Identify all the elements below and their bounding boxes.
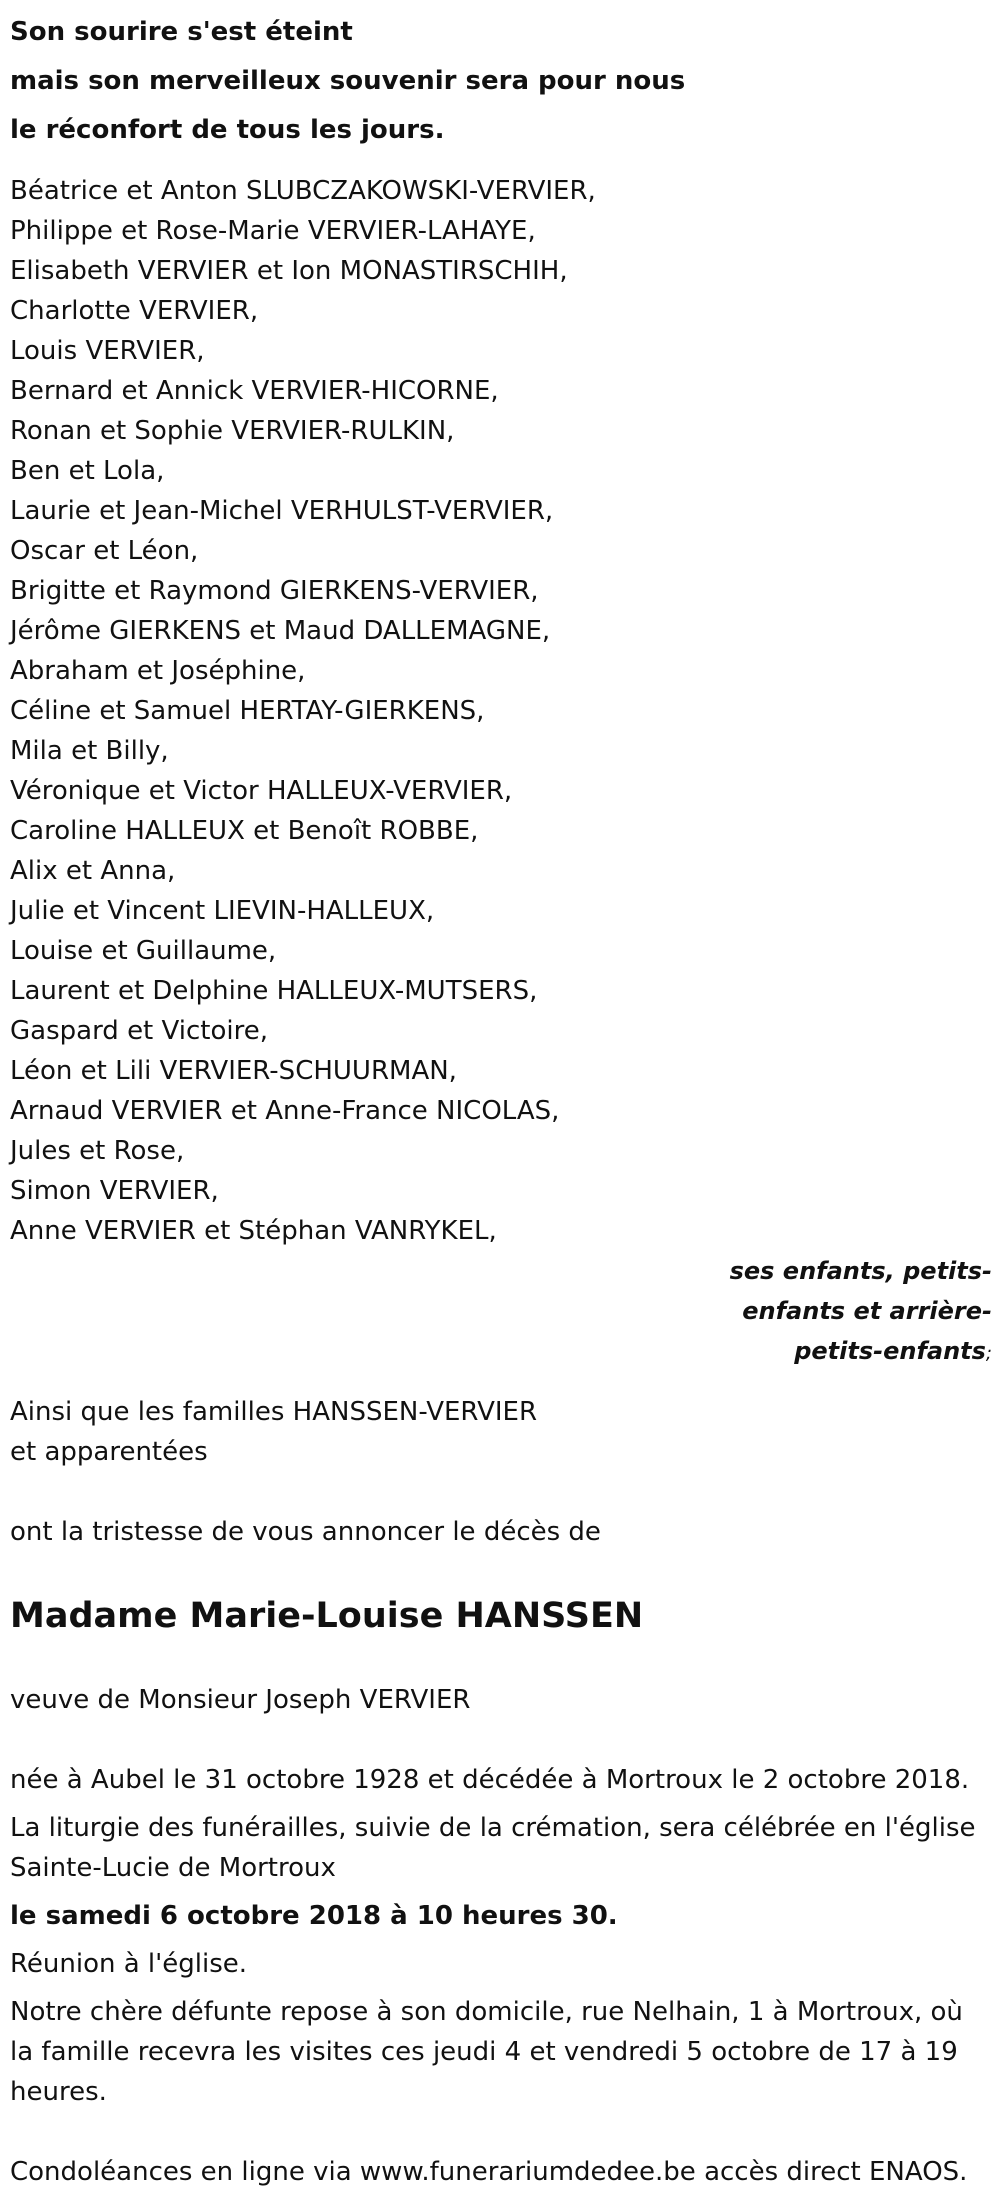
family-member-line: Léon et Lili VERVIER-SCHUURMAN, bbox=[10, 1056, 457, 1086]
family-member-line: Gaspard et Victoire, bbox=[10, 1016, 268, 1046]
family-relation bbox=[10, 1251, 992, 1374]
family-member-line: Julie et Vincent LIEVIN-HALLEUX, bbox=[10, 896, 435, 926]
widow-of: veuve de Monsieur Joseph VERVIER bbox=[10, 1685, 471, 1715]
rest-text: Notre chère défunte repose à son domicile, rue Nelhain, 1 à Mortroux, où la famille recevra les visites ces jeudi 4 et vendredi 5 octobre de 17 à 19 heures. bbox=[10, 1997, 963, 2107]
birth-death: née à Aubel le 31 octobre 1928 et décédée à Mortroux le 2 octobre 2018. bbox=[10, 1765, 970, 1795]
intro-line: le réconfort de tous les jours. bbox=[10, 115, 445, 145]
family-member-line: Béatrice et Anton SLUBCZAKOWSKI-VERVIER, bbox=[10, 176, 596, 206]
family-member-line: Abraham et Joséphine, bbox=[10, 656, 306, 686]
family-member-line: Caroline HALLEUX et Benoît ROBBE, bbox=[10, 816, 479, 846]
family-member-line: Jules et Rose, bbox=[10, 1136, 185, 1166]
family-list bbox=[10, 171, 992, 1251]
family-member-line: Arnaud VERVIER et Anne-France NICOLAS, bbox=[10, 1096, 560, 1126]
liturgy-text: La liturgie des funérailles, suivie de la crémation, sera célébrée en l'église Sainte-Lucie de Mortroux bbox=[10, 1813, 976, 1883]
announcement-text: ont la tristesse de vous annoncer le décès de bbox=[10, 1517, 601, 1547]
family-member-line: Céline et Samuel HERTAY-GIERKENS, bbox=[10, 696, 485, 726]
family-member-line: Charlotte VERVIER, bbox=[10, 296, 259, 326]
intro-verse bbox=[10, 8, 992, 155]
other-families-line: Ainsi que les familles HANSSEN-VERVIER bbox=[10, 1397, 538, 1427]
other-families bbox=[10, 1392, 992, 1472]
relation-line: petits-enfants bbox=[794, 1337, 986, 1365]
family-member-line: Bernard et Annick VERVIER-HICORNE, bbox=[10, 376, 499, 406]
other-families-line: et apparentées bbox=[10, 1437, 208, 1467]
family-member-line: Alix et Anna, bbox=[10, 856, 176, 886]
intro-line: mais son merveilleux souvenir sera pour nous bbox=[10, 66, 686, 96]
family-member-line: Brigitte et Raymond GIERKENS-VERVIER, bbox=[10, 576, 539, 606]
family-member-line: Louise et Guillaume, bbox=[10, 936, 277, 966]
family-member-line: Laurent et Delphine HALLEUX-MUTSERS, bbox=[10, 976, 538, 1006]
family-member-line: Oscar et Léon, bbox=[10, 536, 199, 566]
family-member-line: Anne VERVIER et Stéphan VANRYKEL, bbox=[10, 1216, 497, 1246]
intro-line: Son sourire s'est éteint bbox=[10, 17, 353, 47]
family-member-line: Mila et Billy, bbox=[10, 736, 169, 766]
family-member-line: Louis VERVIER, bbox=[10, 336, 205, 366]
family-member-line: Philippe et Rose-Marie VERVIER-LAHAYE, bbox=[10, 216, 536, 246]
ceremony-date: le samedi 6 octobre 2018 à 10 heures 30. bbox=[10, 1901, 618, 1931]
family-member-line: Ronan et Sophie VERVIER-RULKIN, bbox=[10, 416, 455, 446]
deceased-name: Madame Marie-Louise HANSSEN bbox=[10, 1596, 644, 1636]
family-member-line: Laurie et Jean-Michel VERHULST-VERVIER, bbox=[10, 496, 554, 526]
relation-line: enfants et arrière- bbox=[742, 1297, 992, 1325]
family-member-line: Ben et Lola, bbox=[10, 456, 165, 486]
family-member-line: Jérôme GIERKENS et Maud DALLEMAGNE, bbox=[10, 616, 551, 646]
meeting-text: Réunion à l'église. bbox=[10, 1949, 248, 1979]
relation-line: ses enfants, petits- bbox=[729, 1257, 992, 1285]
condolences-text: Condoléances en ligne via www.funerariumdedee.be accès direct ENAOS. bbox=[10, 2157, 968, 2187]
family-member-line: Elisabeth VERVIER et Ion MONASTIRSCHIH, bbox=[10, 256, 568, 286]
relation-punctuation: ; bbox=[985, 1343, 992, 1364]
obituary-notice bbox=[10, 8, 992, 2192]
family-member-line: Simon VERVIER, bbox=[10, 1176, 219, 1206]
family-member-line: Véronique et Victor HALLEUX-VERVIER, bbox=[10, 776, 513, 806]
